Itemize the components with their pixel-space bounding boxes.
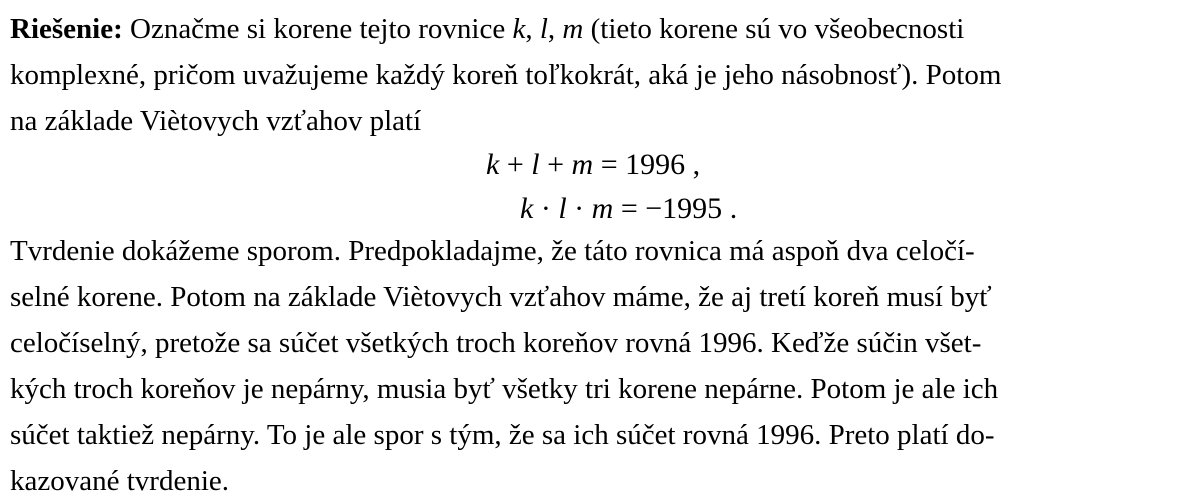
paragraph-2-line-5: súčet taktiež nepárny. To je ale spor s tým, že sa ich súčet rovná 1996. Preto platí do- (10, 419, 995, 451)
var-k: k (512, 13, 526, 45)
paragraph-2-line-1: Tvrdenie dokážeme sporom. Predpokladajme, že táto rovnica má aspoň dva celočí- (10, 235, 975, 267)
eq1-l: l (531, 148, 540, 181)
eq2-m: m (591, 192, 614, 225)
eq2-equals: = (613, 192, 646, 225)
eq1-k: k (486, 148, 500, 181)
eq1-end: , (685, 148, 701, 181)
paragraph-2-line-6: kazované tvrdenie. (10, 465, 230, 497)
var-m: m (562, 13, 584, 45)
eq2-dot-1: · (533, 192, 559, 225)
eq2-l: l (558, 192, 567, 225)
paragraph-2-line-2: selné korene. Potom na základe Viètovych vzťahov máme, že aj tretí koreň musí byť (10, 281, 992, 313)
eq1-value: 1996 (625, 148, 686, 181)
eq1-plus-1: + (499, 148, 532, 181)
paragraph-2-line-4: kých troch koreňov je nepárny, musia byť všetky tri korene nepárne. Potom je ale ich (10, 373, 999, 405)
paragraph-2-line-3: celočíselný, pretože sa súčet všetkých troch koreňov rovná 1996. Keďže súčin všet- (10, 327, 982, 359)
paragraph-1-line-2: komplexné, pričom uvažujeme každý koreň toľkokrát, aká je jeho násobnosť). Potom (10, 59, 1002, 91)
eq1-plus-2: + (539, 148, 572, 181)
intro-text: Označme si korene tejto rovnice (122, 13, 513, 45)
eq1-equals: = (593, 148, 626, 181)
solution-label: Riešenie: (10, 13, 123, 45)
eq1-m: m (571, 148, 594, 181)
eq2-dot-2: · (566, 192, 592, 225)
paragraph-1-line-3: na základe Viètovych vzťahov platí (10, 105, 422, 137)
equation-sum (486, 146, 700, 184)
equation-product (520, 190, 737, 228)
paragraph-1-line-1 (10, 10, 964, 48)
var-l: l (539, 13, 548, 45)
comma-1: , (525, 13, 540, 45)
eq2-value: −1995 (645, 192, 723, 225)
eq2-end: . (722, 192, 738, 225)
parenthetical-text: (tieto korene sú vo všeobecnosti (583, 13, 965, 45)
comma-2: , (547, 13, 563, 45)
eq2-k: k (520, 192, 534, 225)
